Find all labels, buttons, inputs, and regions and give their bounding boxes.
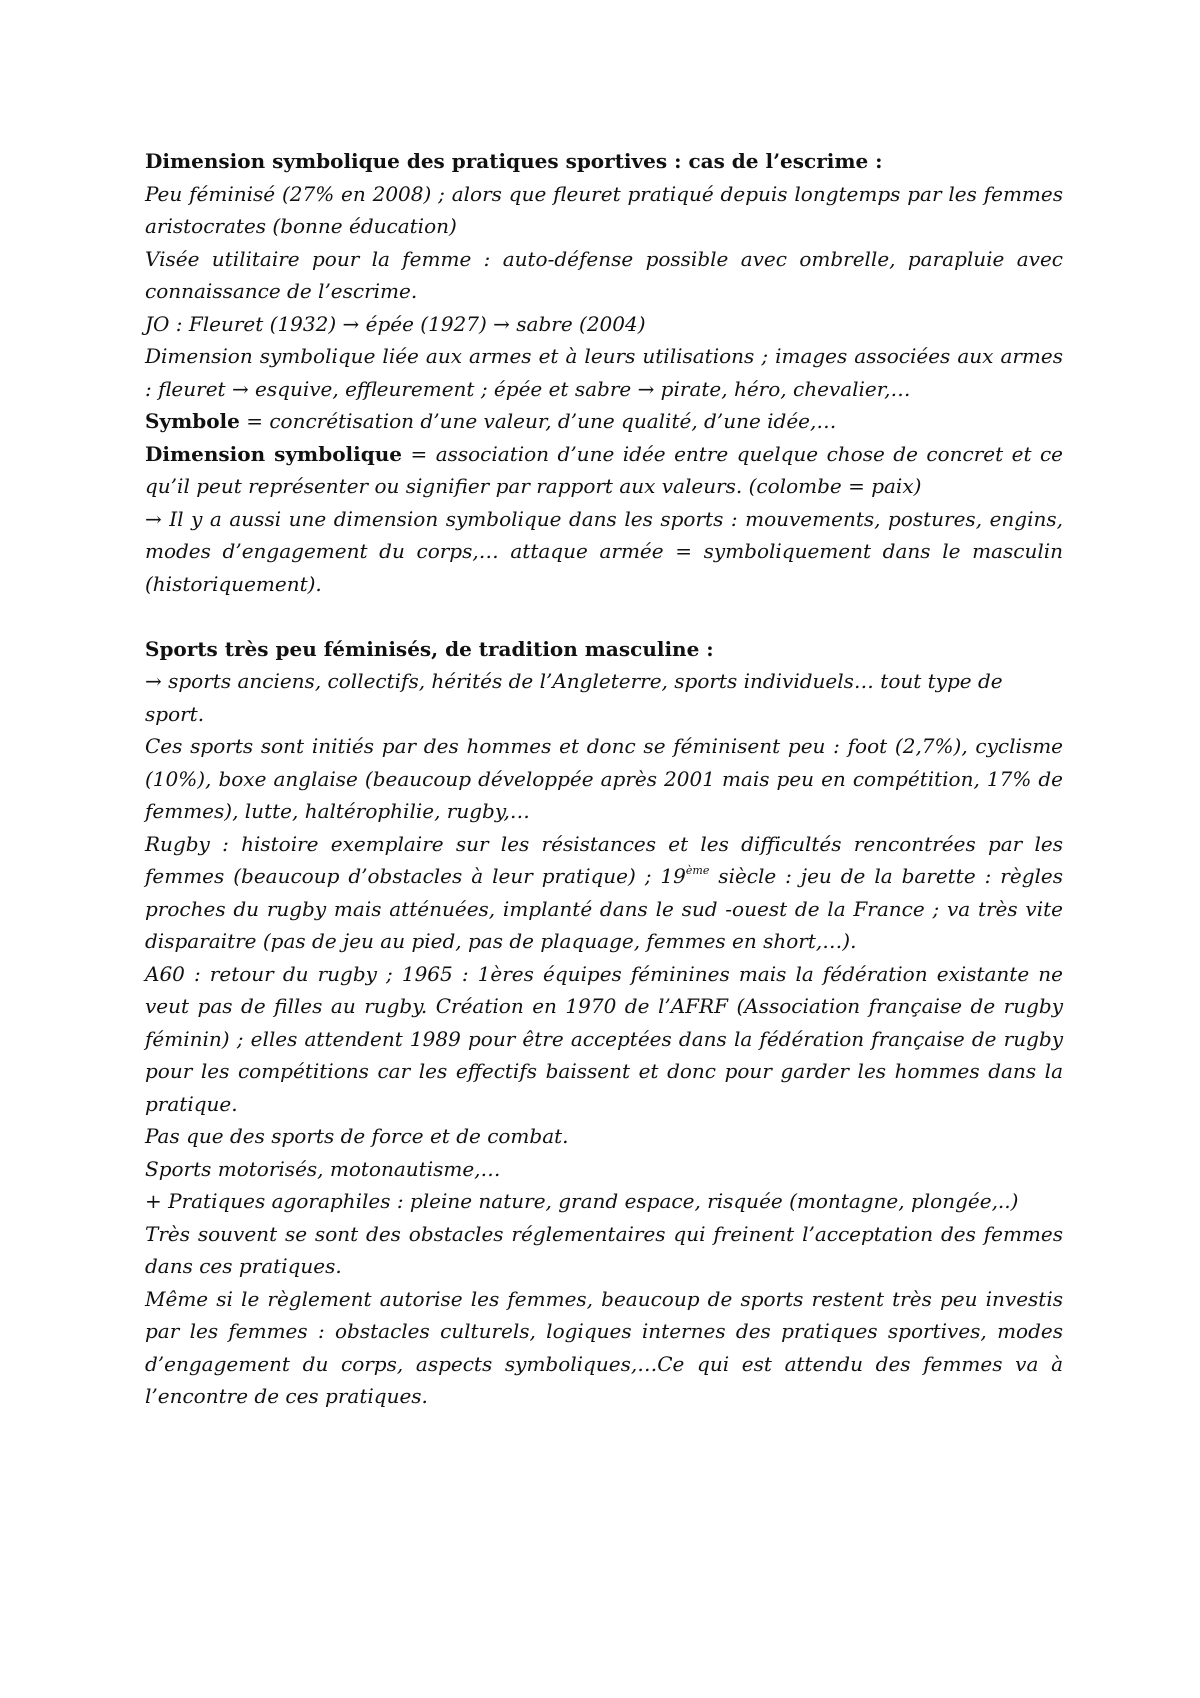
- section1-heading: Dimension symbolique des pratiques sportives : cas de l’escrime :: [145, 149, 883, 173]
- section2-paragraph-2: Ces sports sont initiés par des hommes et donc se féminisent peu : foot (2,7%), cyclisme (10%), boxe anglaise (beaucoup développée après 2001 mais peu en compétition, 17% de femmes), lutte, haltérophilie, rugby,…: [145, 734, 1063, 823]
- section2-paragraph-8: Très souvent se sont des obstacles réglementaires qui freinent l’acceptation des femmes dans ces pratiques.: [145, 1221, 1063, 1278]
- section2-heading: Sports très peu féminisés, de tradition masculine :: [145, 636, 714, 661]
- symbole-definition: = concrétisation d’une valeur, d’une qualité, d’une idée,…: [239, 409, 837, 433]
- superscript-eme: ème: [685, 864, 710, 877]
- section2-paragraph-9: Même si le règlement autorise les femmes, beaucoup de sports restent très peu investis par les femmes : obstacles culturels, logiques internes des pratiques sportives, modes d’engagement du corps, aspects symboliques,…Ce qui est attendu des femmes va à l’encontre de ces pratiques.: [145, 1286, 1063, 1408]
- section2-paragraph-5: Pas que des sports de force et de combat.: [145, 1124, 569, 1148]
- document-page: [145, 145, 1063, 1413]
- section2-paragraph-7: + Pratiques agoraphiles : pleine nature, grand espace, risquée (montagne, plongée,..): [145, 1189, 1019, 1213]
- section1-paragraph-2: Visée utilitaire pour la femme : auto-défense possible avec ombrelle, parapluie avec connaissance de l’escrime.: [145, 246, 1063, 303]
- symbole-term: Symbole: [145, 409, 240, 433]
- section1-paragraph-7: → Il y a aussi une dimension symbolique dans les sports : mouvements, postures, engins, modes d’engagement du corps,… attaque armée = symboliquement dans le masculin (historiquement).: [145, 506, 1063, 596]
- dimension-symbolique-term: Dimension symbolique: [145, 441, 402, 466]
- section1-paragraph-1: Peu féminisé (27% en 2008) ; alors que fleuret pratiqué depuis longtemps par les femmes aristocrates (bonne éducation): [145, 181, 1063, 238]
- rugby-text-a: Rugby : histoire exemplaire sur les résistances et les difficultés rencontrées par les femmes (beaucoup d’obstacles à leur pratique) ; 19: [145, 831, 1063, 888]
- section1-paragraph-3: JO : Fleuret (1932) → épée (1927) → sabre (2004): [145, 311, 646, 336]
- dimension-symbolique-definition: = association d’une idée entre quelque chose de concret et ce qu’il peut représenter ou signifier par rapport aux valeurs. (colombe = paix): [145, 441, 1063, 498]
- section-spacer: [145, 600, 1063, 633]
- rugby-text-b: siècle : jeu de la barette : règles proches du rugby mais atténuées, implanté dans le sud -ouest de la France ; va très vite disparaitre (pas de jeu au pied, pas de plaquage, femmes en short,…).: [145, 864, 1063, 953]
- section1-paragraph-4: Dimension symbolique liée aux armes et à leurs utilisations ; images associées aux armes : fleuret → esquive, effleurement ; épée et sabre → pirate, héro, chevalier,…: [145, 344, 1063, 401]
- section2-paragraph-6: Sports motorisés, motonautisme,…: [145, 1156, 501, 1181]
- section1-paragraph-5: [145, 405, 1063, 438]
- section2-paragraph-1: → sports anciens, collectifs, hérités de l’Angleterre, sports individuels… tout type de sport.: [145, 669, 1003, 726]
- section2-paragraph-4: A60 : retour du rugby ; 1965 : 1ères équipes féminines mais la fédération existante ne veut pas de filles au rugby. Création en 1970 de l’AFRF (Association française de rugby féminin) ; elles attendent 1989 pour être acceptées dans la fédération française de rugby pour les compétitions car les effectifs baissent et donc pour garder les hommes dans la pratique.: [145, 961, 1063, 1116]
- section1-paragraph-6: [145, 438, 1063, 503]
- section2-paragraph-3: [145, 828, 1063, 958]
